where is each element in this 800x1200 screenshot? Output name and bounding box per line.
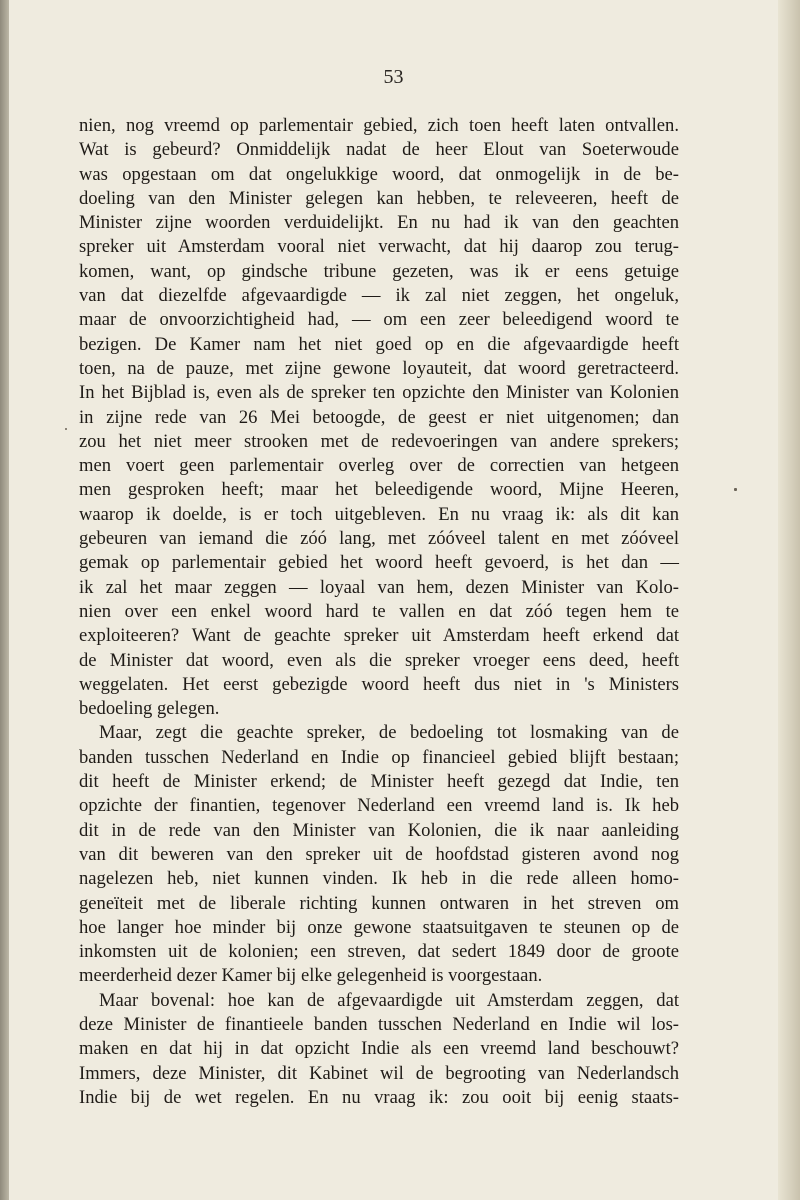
text-line-8: van dat diezelfde afgevaardigde — ik zal niet zeggen, het ongeluk, (79, 285, 679, 307)
text-line-24: weggelaten. Het eerst gebezigde woord heeft dus niet in 's Ministers (79, 673, 679, 695)
text-line-5: Minister zijne woorden verduidelijkt. En nu had ik van den geachten (79, 212, 679, 234)
text-line-38: deze Minister de finantieele banden tusschen Nederland en Indie wil los- (79, 1013, 679, 1035)
text-line-1: nien, nog vreemd op parlementair gebied, zich toen heeft laten ontvallen. (79, 115, 679, 136)
text-line-10: bezigen. De Kamer nam het niet goed op en die afgevaardigde heeft (79, 333, 679, 355)
book-page (9, 0, 778, 1200)
text-line-4: doeling van den Minister gelegen kan hebben, te releveeren, heeft de (79, 187, 679, 209)
page-speck (734, 488, 737, 491)
text-line-29: opzichte der finantien, tegenover Nederland een vreemd land is. Ik heb (79, 795, 679, 817)
page-edge (778, 0, 800, 1200)
book-spine-shadow (0, 0, 9, 1200)
text-line-37: Maar bovenal: hoe kan de afgevaardigde uit Amsterdam zeggen, dat (99, 989, 679, 1011)
text-line-13: in zijne rede van 26 Mei betoogde, de geest er niet uitgenomen; dan (79, 406, 679, 428)
body-text (79, 114, 679, 1110)
text-line-7: komen, want, op gindsche tribune gezeten, was ik er eens getuige (79, 260, 679, 282)
text-line-23: de Minister dat woord, even als die spreker vroeger eens deed, heeft (79, 649, 679, 671)
text-line-11: toen, na de pauze, met zijne gewone loyauteit, dat woord geretracteerd. (79, 357, 679, 379)
text-line-36: meerderheid dezer Kamer bij elke gelegenheid is voorgestaan. (79, 965, 543, 987)
text-line-30: dit in de rede van den Minister van Kolonien, die ik naar aanleiding (79, 819, 679, 841)
text-line-33: geneïteit met de liberale richting kunnen ontwaren in het streven om (79, 892, 679, 914)
page-speck (65, 428, 67, 430)
text-line-35: inkomsten uit de kolonien; een streven, dat sedert 1849 door de groote (79, 941, 679, 963)
text-line-9: maar de onvoorzichtigheid had, — om een zeer beleedigend woord te (79, 309, 679, 331)
text-line-41: Indie bij de wet regelen. En nu vraag ik: zou ooit bij eenig staats- (79, 1086, 679, 1108)
text-line-25: bedoeling gelegen. (79, 698, 220, 720)
text-line-19: gemak op parlementair gebied het woord heeft gevoerd, is het dan — (79, 552, 679, 574)
text-line-27: banden tusschen Nederland en Indie op financieel gebied blijft bestaan; (79, 746, 679, 768)
page-number: 53 (383, 66, 404, 88)
text-line-28: dit heeft de Minister erkend; de Minister heeft gezegd dat Indie, ten (79, 771, 679, 793)
text-line-32: nagelezen heb, niet kunnen vinden. Ik heb in die rede alleen homo- (79, 868, 679, 890)
text-line-34: hoe langer hoe minder bij onze gewone staatsuitgaven te steunen op de (79, 916, 679, 938)
text-line-2: Wat is gebeurd? Onmiddelijk nadat de heer Elout van Soeterwoude (79, 139, 679, 161)
text-line-21: nien over een enkel woord hard te vallen en dat zóó tegen hem te (79, 600, 679, 622)
text-line-26: Maar, zegt die geachte spreker, de bedoeling tot losmaking van de (99, 722, 679, 744)
text-line-40: Immers, deze Minister, dit Kabinet wil de begrooting van Nederlandsch (79, 1062, 679, 1084)
text-line-15: men voert geen parlementair overleg over de correctien van hetgeen (79, 455, 679, 477)
text-line-3: was opgestaan om dat ongelukkige woord, dat onmogelijk in de be- (79, 163, 679, 185)
text-line-6: spreker uit Amsterdam vooral niet verwacht, dat hij daarop zou terug- (79, 236, 679, 258)
text-line-20: ik zal het maar zeggen — loyaal van hem, dezen Minister van Kolo- (79, 576, 679, 598)
text-line-12: In het Bijblad is, even als de spreker ten opzichte den Minister van Kolonien (79, 382, 679, 404)
text-line-17: waarop ik doelde, is er toch uitgebleven. En nu vraag ik: als dit kan (79, 503, 679, 525)
text-line-14: zou het niet meer strooken met de redevoeringen van andere sprekers; (79, 430, 679, 452)
text-line-16: men gesproken heeft; maar het beleedigende woord, Mijne Heeren, (79, 479, 679, 501)
text-line-39: maken en dat hij in dat opzicht Indie als een vreemd land beschouwt? (79, 1038, 679, 1060)
text-line-18: gebeuren van iemand die zóó lang, met zóóveel talent en met zóóveel (79, 528, 679, 550)
text-line-31: van dit beweren van den spreker uit de hoofdstad gisteren avond nog (79, 843, 679, 865)
text-line-22: exploiteeren? Want de geachte spreker uit Amsterdam heeft erkend dat (79, 625, 679, 647)
